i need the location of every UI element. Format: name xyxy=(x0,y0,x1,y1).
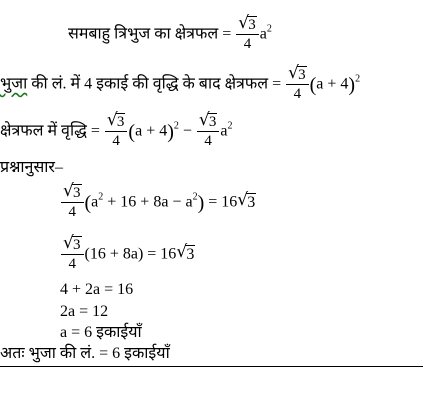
sqrt3-over-4: √ 3 4 xyxy=(286,68,309,102)
radicand: 3 xyxy=(298,67,306,83)
denominator: 4 xyxy=(293,86,302,102)
paren-close: ) xyxy=(348,74,356,96)
denominator: 4 xyxy=(112,133,120,149)
sqrt-3: √ 3 xyxy=(237,189,256,211)
expression: (16 + 8a) xyxy=(84,245,144,263)
paren-close: ) xyxy=(197,192,205,214)
exponent: 2 xyxy=(355,73,361,85)
exponent: 2 xyxy=(266,23,272,35)
radicand: 3 xyxy=(247,193,256,211)
inner-expression: a + 4 xyxy=(316,75,349,93)
area-increase-line xyxy=(0,110,233,149)
sqrt-3: √ 3 xyxy=(176,241,195,263)
paren-open: ( xyxy=(84,192,92,214)
rhs: = 16 xyxy=(208,193,238,211)
equation-4: 2a = 12 xyxy=(60,303,109,320)
equals-sign: = xyxy=(90,122,100,140)
sqrt3-over-4: √ 3 4 xyxy=(236,18,259,52)
denominator: 4 xyxy=(243,36,252,52)
inner-expression: a + 4 xyxy=(135,122,168,140)
equation-2 xyxy=(60,233,195,272)
sqrt3-over-4: √ 3 4 xyxy=(105,115,128,149)
sqrt3-over-4: √ 3 4 xyxy=(61,186,84,220)
radicand: 3 xyxy=(73,237,81,253)
exponent: 2 xyxy=(192,191,198,203)
paren-close: ) xyxy=(167,121,174,143)
bottom-rule xyxy=(0,366,423,367)
paren-open: ( xyxy=(128,121,136,143)
denominator: 4 xyxy=(68,256,76,272)
radicand: 3 xyxy=(248,17,256,33)
paren-open: ( xyxy=(309,74,317,96)
exponent: 2 xyxy=(98,191,104,203)
equation-5: a = 6 इकाईयाँ xyxy=(60,324,142,341)
increase-in-area-label: क्षेत्रफल में वृद्धि xyxy=(0,122,87,140)
equation-3: 4 + 2a = 16 xyxy=(60,281,134,298)
equals-sign: = xyxy=(272,75,282,93)
minus-sign: − xyxy=(182,122,192,140)
middle-terms: + 16 + 8a − a xyxy=(103,193,193,211)
variable-a: a xyxy=(259,25,267,43)
radicand: 3 xyxy=(186,245,195,263)
equilateral-area-line xyxy=(68,13,272,52)
side-word: भुजा xyxy=(0,75,28,93)
term-a: a xyxy=(91,193,99,211)
radicand: 3 xyxy=(73,185,81,201)
exponent: 2 xyxy=(173,120,179,132)
equation-1 xyxy=(60,181,256,220)
variable-a: a xyxy=(220,122,228,140)
conclusion-line: अतः भुजा की लं. = 6 इकाईयाँ xyxy=(0,345,170,362)
according-to-question: प्रश्नानुसार– xyxy=(0,159,63,176)
rhs: = 16 xyxy=(147,245,177,263)
radicand: 3 xyxy=(116,114,125,130)
increase-label: की लं. में 4 इकाई की वृद्धि के बाद क्षेत्रफल xyxy=(31,75,269,93)
denominator: 4 xyxy=(204,133,212,149)
sqrt3-over-4-second: √ 3 4 xyxy=(197,115,220,149)
sqrt3-over-4: √ 3 4 xyxy=(61,238,84,272)
increased-area-line xyxy=(0,63,361,102)
exponent: 2 xyxy=(227,120,233,132)
equals-sign: = xyxy=(222,25,232,43)
area-label: समबाहु त्रिभुज का क्षेत्रफल xyxy=(68,25,219,43)
radicand: 3 xyxy=(208,114,217,130)
denominator: 4 xyxy=(68,204,76,220)
